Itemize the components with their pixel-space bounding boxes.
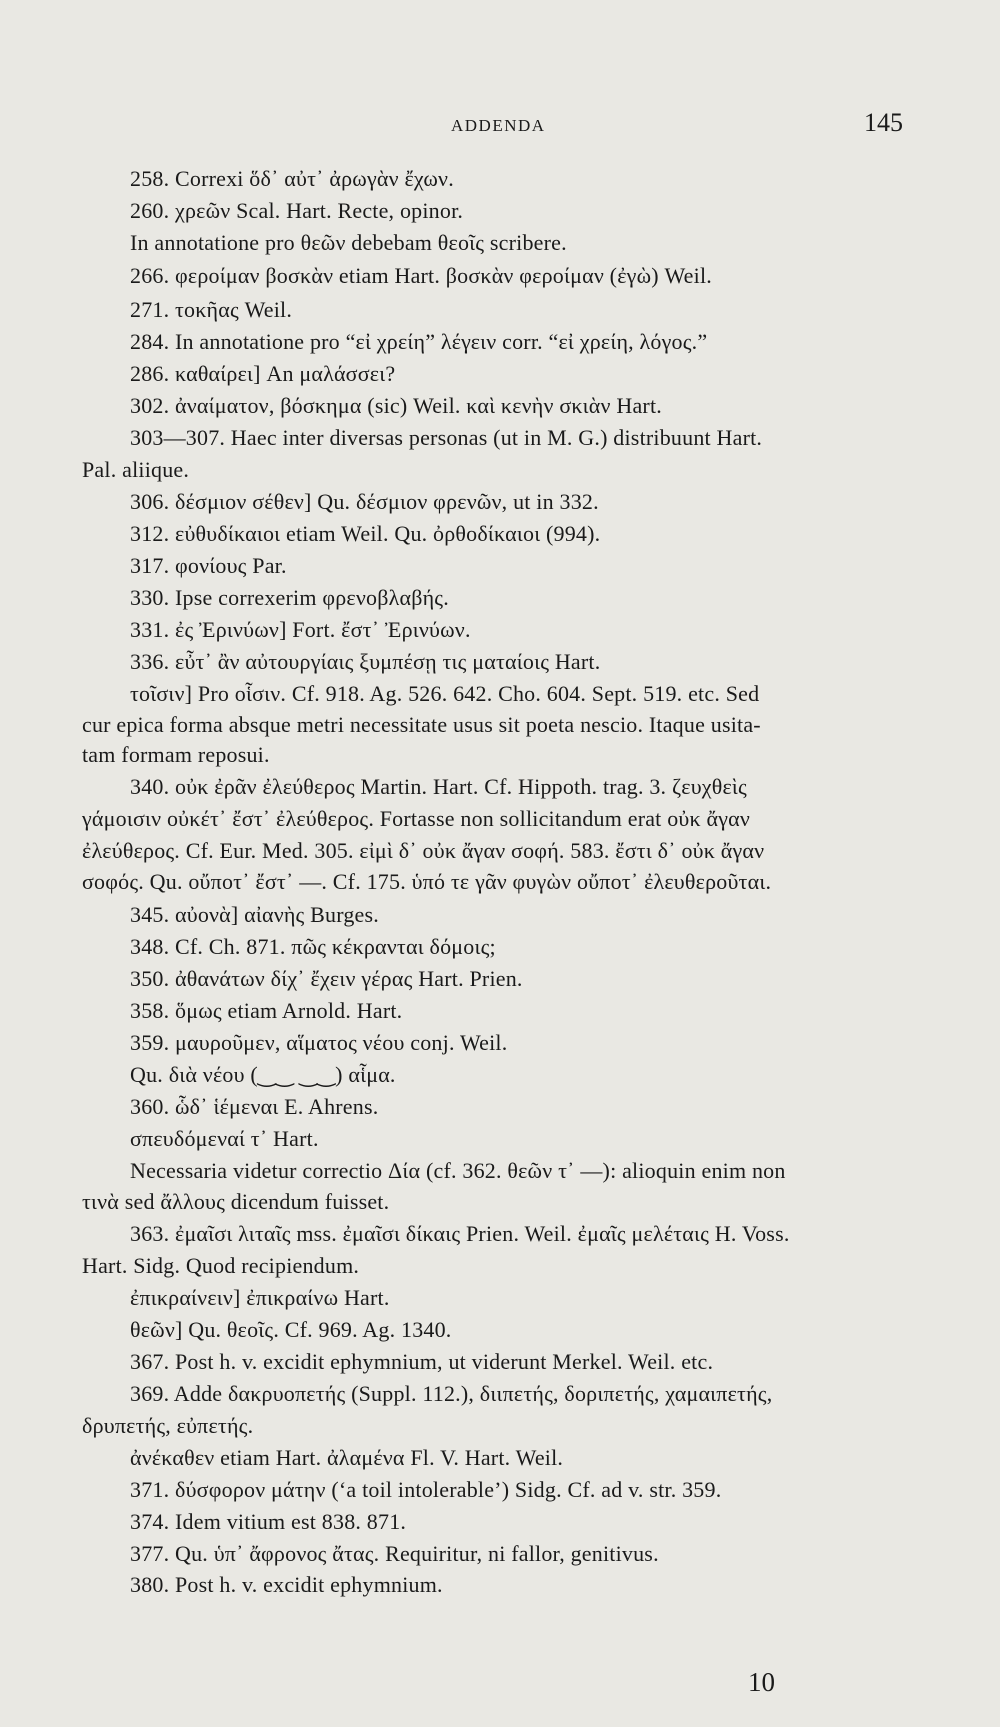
note-line: 331. ἐς Ἐρινύων] Fort. ἔστ᾽ Ἐρινύων. bbox=[130, 617, 471, 642]
note-line: cur epica forma absque metri necessitate usus sit poeta nescio. Itaque usita- bbox=[82, 712, 761, 737]
note-line: Necessaria videtur correctio Δία (cf. 362. θεῶν τ᾽ —): alioquin enim non bbox=[130, 1158, 786, 1183]
note-line: τοῖσιν] Pro οἷσιν. Cf. 918. Ag. 526. 642. Cho. 604. Sept. 519. etc. Sed bbox=[130, 681, 760, 706]
note-line: σπευδόμεναί τ᾽ Hart. bbox=[130, 1126, 319, 1151]
note-line: δρυπετής, εὐπετής. bbox=[82, 1413, 254, 1438]
note-line: Qu. διὰ νέου (‿‿ ‿‿) αἷμα. bbox=[130, 1062, 396, 1087]
note-line: 350. ἀθανάτων δίχ᾽ ἔχειν γέρας Hart. Prien. bbox=[130, 966, 523, 991]
note-line: 258. Correxi ὅδ᾽ αὐτ᾽ ἀρωγὰν ἔχων. bbox=[130, 166, 454, 191]
running-title: ADDENDA bbox=[451, 116, 546, 135]
note-line: 363. ἐμαῖσι λιταῖς mss. ἐμαῖσι δίκαις Prien. Weil. ἐμαῖς μελέταις H. Voss. bbox=[130, 1221, 790, 1246]
note-line: 260. χρεῶν Scal. Hart. Recte, opinor. bbox=[130, 198, 464, 223]
note-line: 284. In annotatione pro “εἰ χρείη” λέγειν corr. “εἰ χρείη, λόγος.” bbox=[130, 329, 708, 354]
note-line: τινὰ sed ἄλλους dicendum fuisset. bbox=[82, 1189, 390, 1214]
note-line: Pal. aliique. bbox=[82, 457, 190, 482]
note-line: 358. ὅμως etiam Arnold. Hart. bbox=[130, 998, 403, 1023]
note-line: tam formam reposui. bbox=[82, 742, 270, 767]
note-line: 336. εὖτ᾽ ἂν αὐτουργίαις ξυμπέσῃ τις ματαίοις Hart. bbox=[130, 649, 601, 674]
note-line: ἐπικραίνειν] ἐπικραίνω Hart. bbox=[130, 1285, 390, 1310]
note-line: 330. Ipse correxerim φρενοβλαβής. bbox=[130, 585, 449, 610]
note-line: 266. φεροίμαν βοσκὰν etiam Hart. βοσκὰν φεροίμαν (ἐγὼ) Weil. bbox=[130, 263, 712, 288]
note-line: 348. Cf. Ch. 871. πῶς κέκρανται δόμοις; bbox=[130, 934, 496, 959]
note-line: ἀνέκαθεν etiam Hart. ἀλαμένα Fl. V. Hart. Weil. bbox=[130, 1445, 564, 1470]
note-line: 340. οὐκ ἐρᾶν ἐλεύθερος Martin. Hart. Cf. Hippoth. trag. 3. ζευχθεὶς bbox=[130, 774, 747, 799]
note-line: In annotatione pro θεῶν debebam θεοῖς scribere. bbox=[130, 230, 567, 255]
note-line: 317. φονίους Par. bbox=[130, 553, 287, 578]
note-line: 374. Idem vitium est 838. 871. bbox=[130, 1509, 407, 1534]
note-line: 369. Adde δακρυοπετής (Suppl. 112.), διιπετής, δοριπετής, χαμαιπετής, bbox=[130, 1381, 773, 1406]
note-line: 377. Qu. ὑπ᾽ ἄφρονος ἄτας. Requiritur, ni fallor, genitivus. bbox=[130, 1541, 659, 1566]
note-line: 303—307. Haec inter diversas personas (ut in M. G.) distribuunt Hart. bbox=[130, 425, 763, 450]
note-line: ἐλεύθερος. Cf. Eur. Med. 305. εἰμὶ δ᾽ οὐκ ἄγαν σοφή. 583. ἔστι δ᾽ οὐκ ἄγαν bbox=[82, 838, 765, 863]
note-line: σοφός. Qu. οὔποτ᾽ ἔστ᾽ —. Cf. 175. ὑπό τε γᾶν φυγὼν οὔποτ᾽ ἐλευθεροῦται. bbox=[82, 869, 772, 894]
note-line: Hart. Sidg. Quod recipiendum. bbox=[82, 1253, 360, 1278]
note-line: 367. Post h. v. excidit ephymnium, ut viderunt Merkel. Weil. etc. bbox=[130, 1349, 714, 1374]
note-line: 306. δέσμιον σέθεν] Qu. δέσμιον φρενῶν, ut in 332. bbox=[130, 489, 599, 514]
note-line: 380. Post h. v. excidit ephymnium. bbox=[130, 1572, 443, 1597]
note-line: θεῶν] Qu. θεοῖς. Cf. 969. Ag. 1340. bbox=[130, 1317, 452, 1342]
note-line: 286. καθαίρει] An μαλάσσει? bbox=[130, 361, 396, 386]
gathering-signature: 10 bbox=[748, 1667, 775, 1697]
note-line: 312. εὐθυδίκαιοι etiam Weil. Qu. ὀρθοδίκαιοι (994). bbox=[130, 521, 601, 546]
note-line: γάμοισιν οὐκέτ᾽ ἔστ᾽ ἐλεύθερος. Fortasse non sollicitandum erat οὐκ ἄγαν bbox=[82, 806, 750, 831]
note-line: 359. μαυροῦμεν, αἵματος νέου conj. Weil. bbox=[130, 1030, 508, 1055]
note-line: 302. ἀναίματον, βόσκημα (sic) Weil. καὶ κενὴν σκιὰν Hart. bbox=[130, 393, 662, 418]
note-line: 345. αὐονὰ] αἰανὴς Burges. bbox=[130, 902, 379, 927]
page-number: 145 bbox=[864, 108, 903, 137]
note-line: 371. δύσφορον μάτην (‘a toil intolerable’) Sidg. Cf. ad v. str. 359. bbox=[130, 1477, 722, 1502]
note-line: 360. ὧδ᾽ ἱέμεναι E. Ahrens. bbox=[130, 1094, 379, 1119]
note-line: 271. τοκῆας Weil. bbox=[130, 297, 293, 322]
